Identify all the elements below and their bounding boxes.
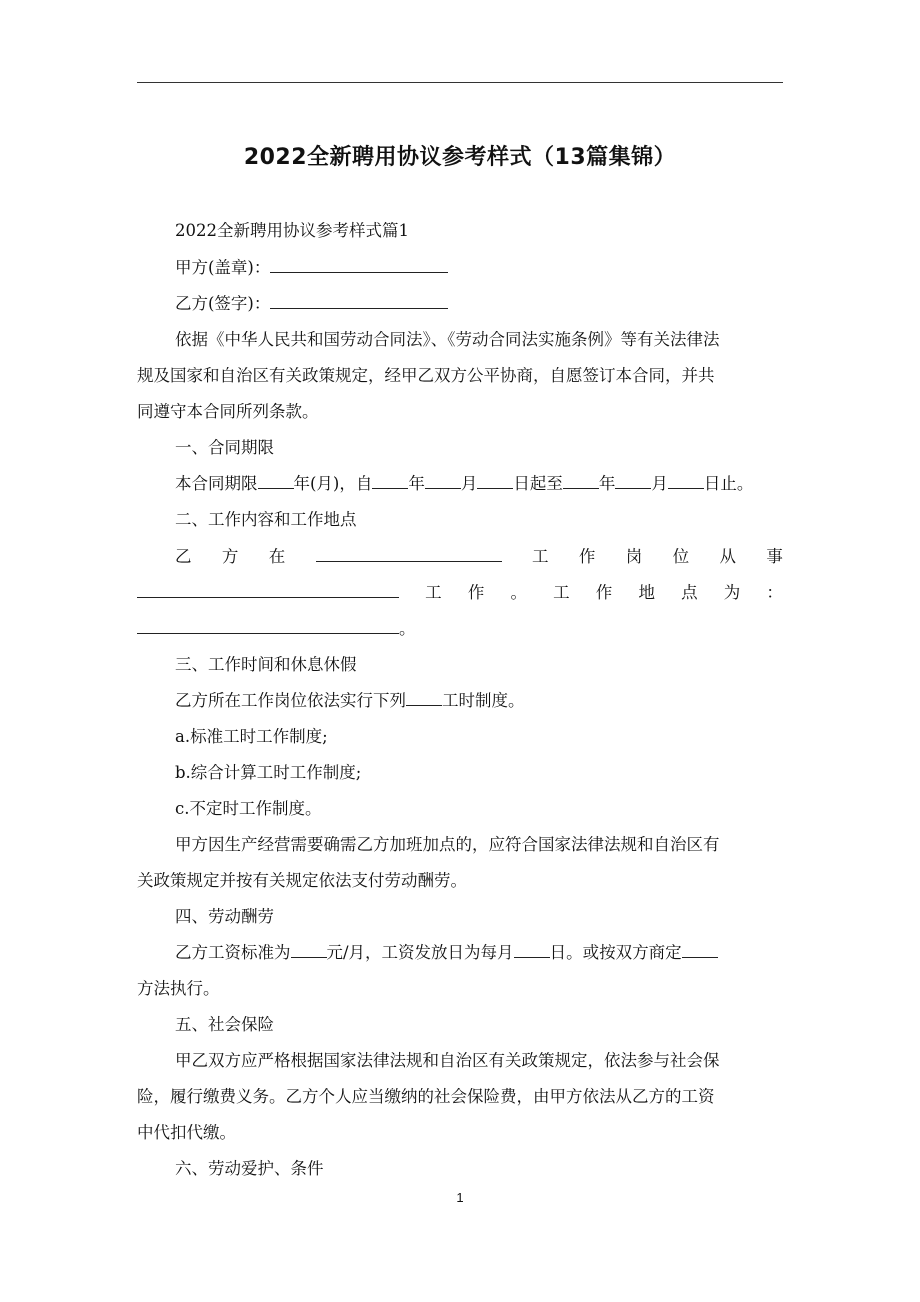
justified-char: 事 [766, 547, 783, 566]
wage-text-2: 元/月，工资发放日为每月 [326, 943, 514, 962]
justified-char: 在 [268, 547, 286, 566]
justified-char: 工 [532, 547, 549, 566]
hours-blank [406, 689, 442, 706]
overtime-line-1: 甲方因生产经营需要确需乙方加班加点的，应符合国家法律法规和自治区有 [175, 835, 720, 854]
justified-char: 。 [510, 583, 527, 602]
justified-char: ： [766, 583, 783, 602]
insurance-line-1: 甲乙双方应严格根据国家法律法规和自治区有关政策规定，依法参与社会保 [175, 1051, 720, 1070]
term-text-6: 年 [598, 474, 616, 493]
section-1-term-line [137, 472, 783, 496]
term-text-8: 日止。 [703, 474, 754, 493]
justified-char: 岗 [625, 547, 643, 566]
wage-blank-3 [682, 941, 718, 958]
page-title: 2022全新聘用协议参考样式（13篇集锦） [243, 145, 677, 170]
intro-line-3: 同遵守本合同所列条款。 [137, 402, 319, 421]
section-6-heading: 六、劳动爱护、条件 [175, 1159, 324, 1178]
term-text-4: 月 [460, 474, 478, 493]
section-2-line-3 [137, 617, 783, 641]
section-2-line-1 [137, 545, 783, 569]
party-a-blank [270, 256, 448, 273]
term-blank-2 [372, 472, 408, 489]
party-b-label: 乙方(签字)： [175, 294, 271, 313]
term-text-5: 日起至 [513, 474, 563, 493]
justified-char: 作 [578, 547, 596, 566]
party-b-line [137, 292, 783, 316]
section-3-line-1 [137, 689, 783, 713]
hours-text-2: 工时制度。 [442, 691, 525, 710]
wage-blank-1 [291, 941, 327, 958]
term-blank-1 [258, 472, 294, 489]
section-4-heading: 四、劳动酬劳 [175, 907, 274, 926]
term-blank-6 [615, 472, 651, 489]
location-blank [137, 617, 399, 634]
option-c: c.不定时工作制度。 [175, 799, 322, 818]
intro-line-1: 依据《中华人民共和国劳动合同法》、《劳动合同法实施条例》等有关法律法 [175, 330, 720, 349]
header-rule [137, 82, 783, 83]
wage-text-1: 乙方工资标准为 [175, 943, 291, 962]
term-text-3: 年 [408, 474, 425, 493]
justified-char: 从 [719, 547, 736, 566]
wage-blank-2 [514, 941, 550, 958]
hours-text-1: 乙方所在工作岗位依法实行下列 [175, 691, 406, 710]
term-blank-3 [425, 472, 461, 489]
party-a-label: 甲方(盖章)： [175, 258, 271, 277]
term-text-2: 年(月)，自 [293, 474, 373, 493]
option-b: b.综合计算工时工作制度; [175, 763, 362, 782]
overtime-line-2: 关政策规定并按有关规定依法支付劳动酬劳。 [137, 871, 467, 890]
justified-char: 作 [467, 583, 485, 602]
term-blank-4 [477, 472, 513, 489]
party-b-blank [270, 292, 448, 309]
term-text-7: 月 [651, 474, 668, 493]
page-number: 1 [456, 1190, 464, 1205]
section-4-line-1 [137, 941, 783, 965]
work-blank [137, 581, 399, 598]
justified-char: 工 [425, 583, 442, 602]
justified-char: 乙 [175, 547, 192, 566]
end-period: 。 [399, 619, 416, 638]
section-2-heading: 二、工作内容和工作地点 [175, 510, 357, 529]
option-a: a.标准工时工作制度; [175, 727, 328, 746]
term-blank-5 [563, 472, 599, 489]
position-blank [316, 545, 502, 562]
section-4-line-2: 方法执行。 [137, 979, 220, 998]
section-3-heading: 三、工作时间和休息休假 [175, 655, 357, 674]
justified-char: 工 [553, 583, 570, 602]
insurance-line-2: 险，履行缴费义务。乙方个人应当缴纳的社会保险费，由甲方依法从乙方的工资 [137, 1087, 715, 1106]
section-1-heading: 一、合同期限 [175, 438, 274, 457]
section-5-heading: 五、社会保险 [175, 1015, 274, 1034]
section-2-line-2 [137, 581, 783, 605]
justified-char: 为 [723, 583, 741, 602]
justified-char: 作 [595, 583, 613, 602]
term-text-1: 本合同期限 [175, 474, 258, 493]
term-blank-7 [668, 472, 704, 489]
subtitle: 2022全新聘用协议参考样式篇1 [175, 221, 409, 240]
wage-text-3: 日。或按双方商定 [549, 943, 682, 962]
justified-char: 点 [681, 583, 698, 602]
party-a-line [137, 256, 783, 280]
justified-char: 地 [638, 583, 655, 602]
justified-char: 方 [221, 547, 239, 566]
justified-char: 位 [672, 547, 690, 566]
intro-line-2: 规及国家和自治区有关政策规定，经甲乙双方公平协商，自愿签订本合同，并共 [137, 366, 715, 385]
insurance-line-3: 中代扣代缴。 [137, 1123, 236, 1142]
